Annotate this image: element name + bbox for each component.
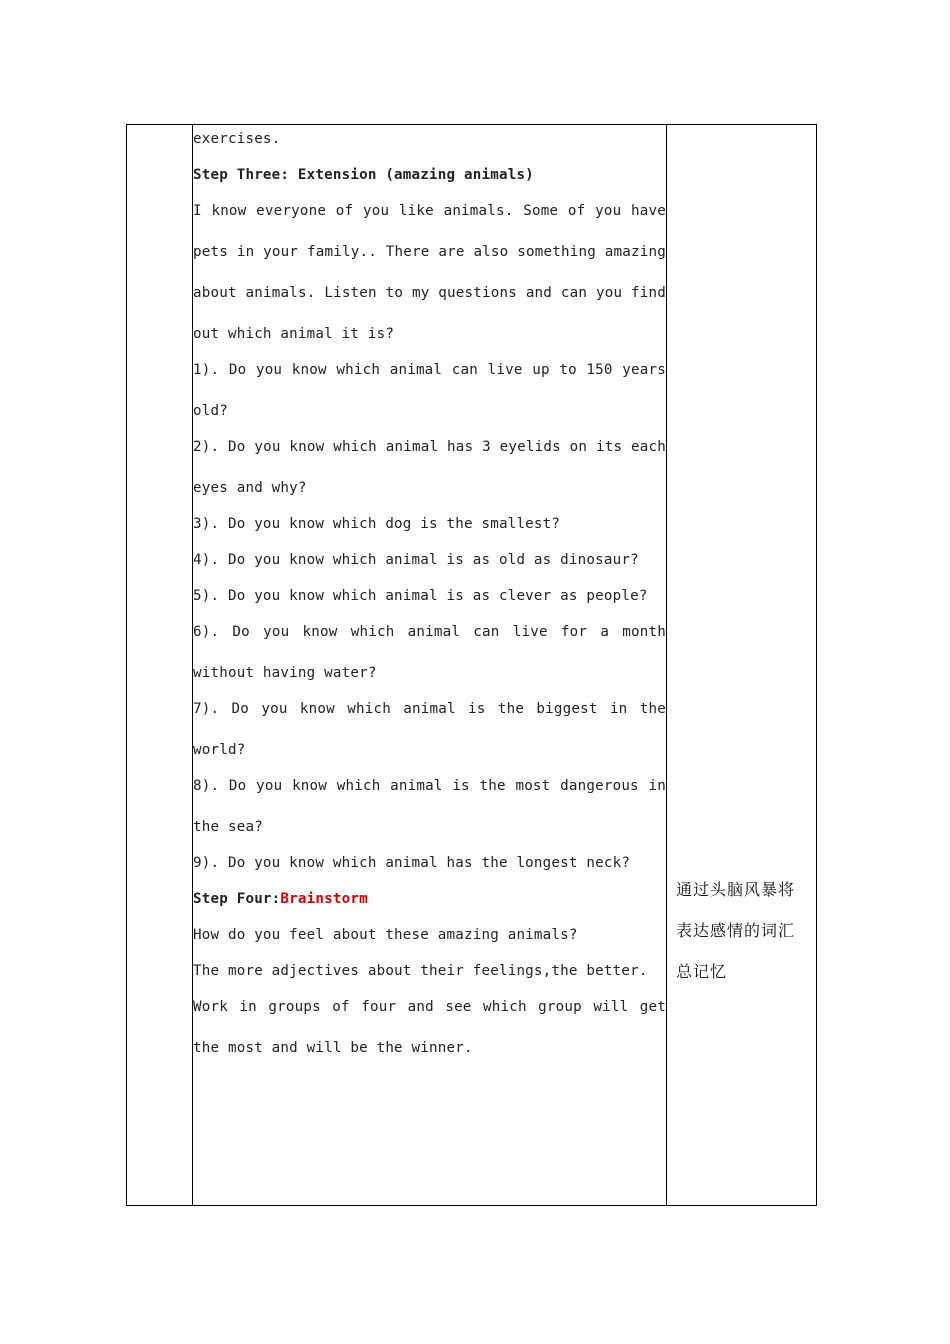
brainstorm-note: 通过头脑风暴将表达感情的词汇总记忆	[676, 880, 796, 981]
teaching-notes-cell	[667, 125, 817, 1206]
text-line: about animals. Listen to my questions and can you find	[193, 285, 666, 301]
text-line: world?	[193, 742, 246, 758]
text-line: How do you feel about these amazing animals?	[193, 927, 578, 943]
text-line: 2). Do you know which animal has 3 eyelids on its each	[193, 439, 666, 455]
text-line: I know everyone of you like animals. Some of you have	[193, 203, 666, 219]
left-margin-cell	[127, 125, 193, 1206]
text-line: Work in groups of four and see which group will get	[193, 999, 666, 1015]
table-row	[127, 125, 817, 1206]
step-four-prefix: Step Four:	[193, 891, 281, 907]
text-line: Step Three: Extension (amazing animals)	[193, 167, 534, 183]
text-line: 8). Do you know which animal is the most dangerous in	[193, 778, 666, 794]
text-line: 3). Do you know which dog is the smallest?	[193, 516, 561, 532]
content-lines-top	[193, 125, 666, 885]
text-line: 1). Do you know which animal can live up to 150 years	[193, 362, 666, 378]
step-four-heading	[193, 885, 666, 921]
text-line: 6). Do you know which animal can live for a month	[193, 624, 666, 640]
text-line: The more adjectives about their feelings,the better.	[193, 963, 648, 979]
text-line: the most and will be the winner.	[193, 1040, 473, 1056]
text-line: 4). Do you know which animal is as old as dinosaur?	[193, 552, 639, 568]
text-line: 9). Do you know which animal has the longest neck?	[193, 855, 631, 871]
text-line: the sea?	[193, 819, 263, 835]
teaching-content-cell	[193, 125, 667, 1206]
text-line: old?	[193, 403, 228, 419]
text-line: pets in your family.. There are also something amazing	[193, 244, 666, 260]
lesson-plan-table	[126, 124, 817, 1206]
text-line: 5). Do you know which animal is as clever as people?	[193, 588, 648, 604]
text-line: without having water?	[193, 665, 377, 681]
text-line: exercises.	[193, 131, 281, 147]
brainstorm-label: Brainstorm	[280, 891, 368, 907]
text-line: 7). Do you know which animal is the biggest in the	[193, 701, 666, 717]
content-lines-bottom	[193, 921, 666, 1070]
text-line: eyes and why?	[193, 480, 307, 496]
text-line: out which animal it is?	[193, 326, 395, 342]
